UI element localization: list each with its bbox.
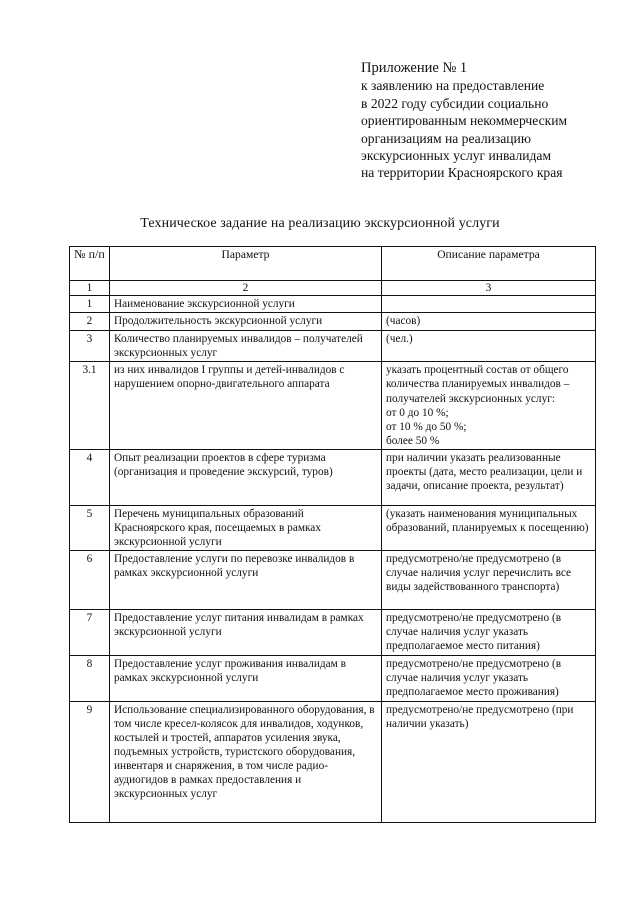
appendix-title: Приложение № 1 [361, 60, 468, 76]
table-row [70, 656, 596, 701]
table-row [70, 701, 596, 822]
header-desc: Описание параметра [382, 247, 596, 281]
param-cell: Использование специализированного оборудования, в том числе кресел-колясок для инвалидов, ходунков, костылей и тростей, аппаратов усиления звука, подъемных устройств, туристского оборудования, инвентаря и снаряжения, в том числе радио-аудиогидов в рамках предоставления и экскурсионных услуг [110, 701, 382, 822]
appendix-line: экскурсионных услуг инвалидам [361, 148, 552, 164]
row-number-cell: 5 [70, 505, 110, 550]
table-row [70, 296, 596, 313]
table-row [70, 449, 596, 505]
header-row [70, 247, 596, 281]
header-num: № п/п [70, 247, 110, 281]
row-number-cell: 3 [70, 331, 110, 362]
param-cell: Предоставление услуг питания инвалидам в рамках экскурсионной услуги [110, 610, 382, 656]
table-row [70, 362, 596, 450]
index-row [70, 281, 596, 296]
param-cell: из них инвалидов I группы и детей-инвалидов с нарушением опорно-двигательного аппарата [110, 362, 382, 450]
table-row [70, 331, 596, 362]
row-number-cell: 8 [70, 656, 110, 701]
desc-cell: предусмотрено/не предусмотрено (при наличии указать) [382, 701, 596, 822]
table-row [70, 610, 596, 656]
appendix-line: на территории Красноярского края [361, 165, 563, 181]
param-cell: Наименование экскурсионной услуги [110, 296, 382, 313]
param-cell: Предоставление услуг проживания инвалидам в рамках экскурсионной услуги [110, 656, 382, 701]
spec-table [69, 246, 596, 823]
desc-cell: предусмотрено/не предусмотрено (в случае наличия услуг указать предполагаемое место проживания) [382, 656, 596, 701]
desc-cell: указать процентный состав от общего количества планируемых инвалидов – получателей экскурсионных услуг: от 0 до 10 %; от 10 % до 50 %; более 50 % [382, 362, 596, 450]
table-row [70, 551, 596, 610]
appendix-line: организациям на реализацию [361, 130, 531, 146]
desc-cell: предусмотрено/не предусмотрено (в случае наличия услуг перечислить все виды задействованного транспорта) [382, 551, 596, 610]
appendix-line: к заявлению на предоставление [361, 78, 545, 94]
table-row [70, 313, 596, 331]
index-cell: 2 [110, 281, 382, 296]
desc-cell: предусмотрено/не предусмотрено (в случае наличия услуг указать предполагаемое место питания) [382, 610, 596, 656]
param-cell: Продолжительность экскурсионной услуги [110, 313, 382, 331]
param-cell: Предоставление услуги по перевозке инвалидов в рамках экскурсионной услуги [110, 551, 382, 610]
desc-cell: (чел.) [382, 331, 596, 362]
table-row [70, 505, 596, 550]
index-cell: 1 [70, 281, 110, 296]
row-number-cell: 4 [70, 449, 110, 505]
header-param: Параметр [110, 247, 382, 281]
desc-cell [382, 296, 596, 313]
row-number-cell: 1 [70, 296, 110, 313]
param-cell: Количество планируемых инвалидов – получателей экскурсионных услуг [110, 331, 382, 362]
index-cell: 3 [382, 281, 596, 296]
desc-cell: (указать наименования муниципальных образований, планируемых к посещению) [382, 505, 596, 550]
row-number-cell: 7 [70, 610, 110, 656]
row-number-cell: 3.1 [70, 362, 110, 450]
row-number-cell: 9 [70, 701, 110, 822]
appendix-line: в 2022 году субсидии социально [361, 95, 549, 111]
document-title: Техническое задание на реализацию экскурсионной услуги [140, 216, 500, 231]
appendix-line: ориентированным некоммерческим [361, 113, 568, 129]
desc-cell: (часов) [382, 313, 596, 331]
row-number-cell: 2 [70, 313, 110, 331]
row-number-cell: 6 [70, 551, 110, 610]
param-cell: Перечень муниципальных образований Красноярского края, посещаемых в рамках экскурсионной услуги [110, 505, 382, 550]
param-cell: Опыт реализации проектов в сфере туризма (организация и проведение экскурсий, туров) [110, 449, 382, 505]
appendix-block [361, 60, 631, 182]
desc-cell: при наличии указать реализованные проекты (дата, место реализации, цели и задачи, описание проекта, результат) [382, 449, 596, 505]
